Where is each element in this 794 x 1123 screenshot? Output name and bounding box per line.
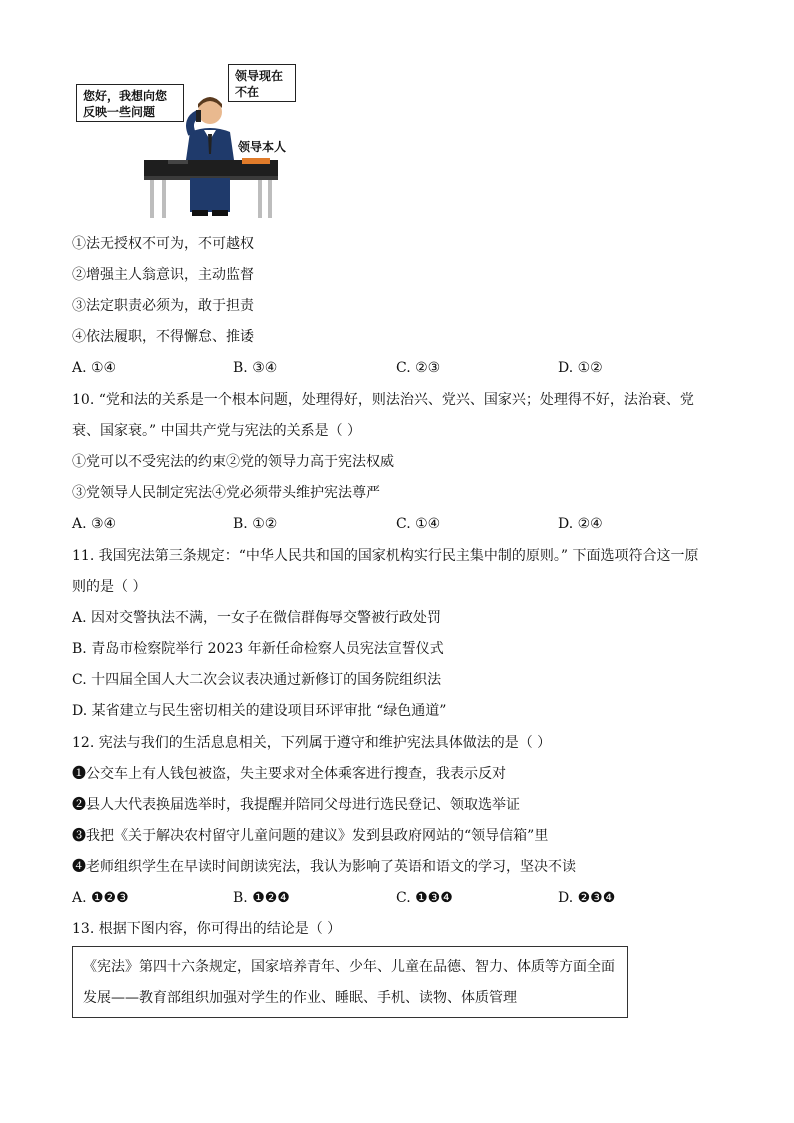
q9-statement-2: ②增强主人翁意识，主动监督 [72, 267, 254, 283]
q12-option-a: A. ❶❷❸ [72, 890, 129, 906]
q10-option-a: A. ③④ [72, 516, 117, 532]
q13-material-box [72, 946, 628, 1018]
q11-choice-d: D. 某省建立与民生密切相关的建设项目环评审批 “绿色通道” [72, 703, 447, 719]
q10-option-d: D. ②④ [558, 516, 603, 532]
q12-stem: 12. 宪法与我们的生活息息相关，下列属于遵守和维护宪法具体做法的是（ ） [72, 735, 552, 751]
bubble-caller-line-1: 您好，我想向您 [83, 89, 168, 103]
q9-option-a: A. ①④ [72, 360, 117, 376]
q12-option-d: D. ❷❸❹ [558, 890, 616, 906]
q9-statement-4: ④依法履职，不得懈怠、推诿 [72, 329, 254, 345]
speech-bubble-caller [76, 84, 184, 122]
q10-statement-2: ③党领导人民制定宪法④党必须带头维护宪法尊严 [72, 485, 380, 501]
q11-stem-line-1: 11. 我国宪法第三条规定：“中华人民共和国的国家机构实行民主集中制的原则。” 下面选项符合这一原 [72, 548, 699, 564]
bubble-official-line-2: 不在 [235, 85, 260, 99]
bubble-caller-line-2: 反映一些问题 [83, 105, 156, 119]
q12-option-b: B. ❶❷❹ [233, 890, 290, 906]
q9-statement-3: ③法定职责必须为，敢于担责 [72, 298, 254, 314]
q10-option-b: B. ①② [233, 516, 278, 532]
q13-box-line-1: 《宪法》第四十六条规定，国家培养青年、少年、儿童在品德、智力、体质等方面全面 [83, 959, 615, 975]
q11-choice-a: A. 因对交警执法不满，一女子在微信群侮辱交警被行政处罚 [72, 610, 442, 626]
bubble-official-line-1: 领导现在 [235, 69, 284, 83]
q11-stem-line-2: 则的是（ ） [72, 579, 147, 595]
speech-bubble-official [228, 64, 296, 102]
q12-option-c: C. ❶❸❹ [396, 890, 453, 906]
q9-option-b: B. ③④ [233, 360, 278, 376]
figure-label: 领导本人 [238, 140, 287, 154]
q10-stem-line-2: 衰、国家衰。” 中国共产党与宪法的关系是（ ） [72, 423, 362, 439]
q12-statement-4: ❹老师组织学生在早读时间朗读宪法，我认为影响了英语和语文的学习，坚决不读 [72, 859, 576, 875]
phone-call-illustration [72, 60, 312, 222]
q9-option-d: D. ①② [558, 360, 603, 376]
q11-choice-c: C. 十四届全国人大二次会议表决通过新修订的国务院组织法 [72, 672, 442, 688]
q13-box-line-2: 发展——教育部组织加强对学生的作业、睡眠、手机、读物、体质管理 [83, 990, 517, 1006]
q12-statement-2: ❷县人大代表换届选举时，我提醒并陪同父母进行选民登记、领取选举证 [72, 797, 520, 813]
q12-statement-1: ❶公交车上有人钱包被盗，失主要求对全体乘客进行搜查，我表示反对 [72, 766, 506, 782]
q11-choice-b: B. 青岛市检察院举行 2023 年新任命检察人员宪法宣誓仪式 [72, 641, 444, 657]
q9-statement-1: ①法无授权不可为，不可越权 [72, 236, 254, 252]
q13-stem: 13. 根据下图内容，你可得出的结论是（ ） [72, 921, 342, 937]
q10-option-c: C. ①④ [396, 516, 441, 532]
q9-option-c: C. ②③ [396, 360, 441, 376]
q10-statement-1: ①党可以不受宪法的约束②党的领导力高于宪法权威 [72, 454, 394, 470]
q10-stem-line-1: 10. “党和法的关系是一个根本问题，处理得好，则法治兴、党兴、国家兴；处理得不好，法治衰、党 [72, 392, 694, 408]
q12-statement-3: ❸我把《关于解决农村留守儿童问题的建议》发到县政府网站的“领导信箱”里 [72, 828, 549, 844]
